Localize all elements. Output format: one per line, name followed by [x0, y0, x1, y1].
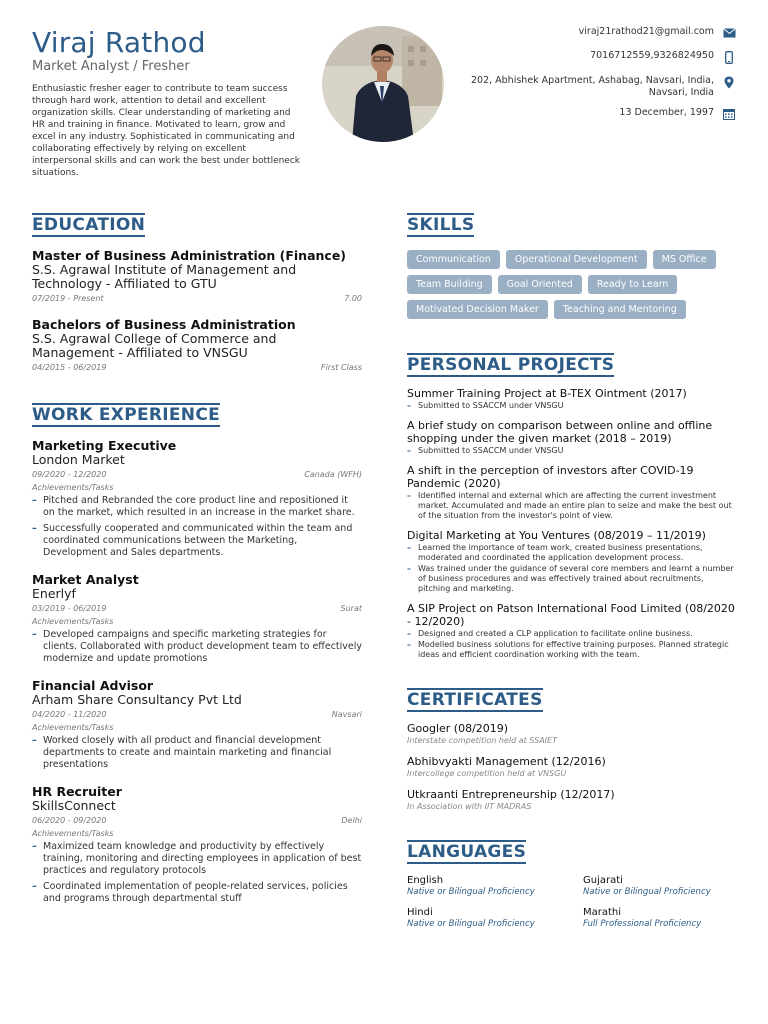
certificate-entry — [407, 755, 737, 779]
education-entry — [32, 248, 362, 304]
contact-block — [436, 26, 736, 121]
skill-tag: Operational Development — [506, 250, 647, 269]
project-title: A SIP Project on Patson International Food Limited (08/2020 - 12/2020) — [407, 602, 735, 628]
profile-photo — [322, 26, 444, 142]
job-role: Market Analyst — [32, 572, 139, 587]
job-entry — [32, 678, 362, 771]
language-level: Full Professional Proficiency — [583, 919, 702, 929]
list-item: – Pitched and Rebranded the core product line and repositioned it on the market, which resulted in an increase in the market share. — [32, 495, 362, 519]
job-location: Canada (WFH) — [304, 470, 362, 479]
location-pin-icon — [722, 75, 736, 89]
job-location: Surat — [340, 604, 362, 613]
certificate-title: Utkraanti Entrepreneurship (12/2017) — [407, 788, 615, 801]
calendar-icon — [722, 107, 736, 121]
language-level: Native or Bilingual Proficiency — [583, 887, 711, 897]
language-name: Marathi — [583, 907, 622, 918]
company-name: SkillsConnect — [32, 798, 116, 813]
school-name: S.S. Agrawal College of Commerce and Management - Affiliated to VNSGU — [32, 331, 277, 360]
project-entry — [407, 387, 737, 411]
language-name: Gujarati — [583, 875, 623, 886]
company-name: Arham Share Consultancy Pvt Ltd — [32, 692, 242, 707]
list-item: – Coordinated implementation of people-related services, policies and programs through departmental stuff — [32, 881, 362, 905]
project-bullets — [407, 543, 737, 594]
candidate-role: Market Analyst / Fresher — [32, 59, 190, 74]
job-meta — [32, 603, 362, 614]
candidate-name: Viraj Rathod — [32, 26, 206, 59]
job-role: Financial Advisor — [32, 678, 154, 693]
certificates-heading: CERTIFICATES — [407, 690, 543, 710]
job-meta — [32, 709, 362, 720]
job-location: Navsari — [331, 710, 362, 719]
project-title: A brief study on comparison between online and offline shopping under the given market (2018 – 2019) — [407, 419, 713, 445]
language-level: Native or Bilingual Proficiency — [407, 887, 535, 897]
language-item — [583, 907, 743, 930]
certificate-title: Abhibvyakti Management (12/2016) — [407, 755, 606, 768]
skills-heading: SKILLS — [407, 215, 475, 235]
skill-tag: Team Building — [407, 275, 492, 294]
job-role: Marketing Executive — [32, 438, 177, 453]
project-entry — [407, 464, 737, 521]
list-item: – Worked closely with all product and financial development departments to create and maintain marketing and financial presentations — [32, 735, 362, 771]
language-item — [583, 875, 743, 898]
address — [471, 75, 714, 99]
tasks-label: Achievements/Tasks — [32, 617, 114, 626]
job-bullets — [32, 495, 362, 559]
school-name: S.S. Agrawal Institute of Management and Technology - Affiliated to GTU — [32, 262, 297, 291]
certificate-title: Googler (08/2019) — [407, 722, 509, 735]
education-meta — [32, 362, 362, 373]
language-item — [407, 907, 583, 930]
list-item: – Successfully cooperated and communicated within the team and coordinated communications between the Marketing, Development and Sales departments. — [32, 523, 362, 559]
tasks-label: Achievements/Tasks — [32, 829, 114, 838]
education-grade: 7.00 — [344, 294, 362, 303]
job-location: Delhi — [341, 816, 362, 825]
job-dates: 03/2019 - 06/2019 — [32, 604, 107, 613]
list-item: – Submitted to SSACCM under VNSGU — [407, 446, 737, 456]
skill-tag: MS Office — [653, 250, 716, 269]
skills-list — [407, 250, 737, 319]
phone-number: 7016712559,9326824950 — [590, 50, 714, 61]
language-level: Native or Bilingual Proficiency — [407, 919, 535, 929]
project-bullets — [407, 629, 737, 660]
project-entry — [407, 529, 737, 594]
job-entry — [32, 438, 362, 559]
skill-tag: Ready to Learn — [588, 275, 678, 294]
skill-tag: Goal Oriented — [498, 275, 582, 294]
work-experience-heading: WORK EXPERIENCE — [32, 405, 221, 425]
phone-icon — [722, 50, 736, 64]
email-link[interactable]: viraj21rathod21@gmail.com — [578, 26, 714, 37]
left-column — [32, 213, 362, 905]
date-of-birth: 13 December, 1997 — [619, 107, 714, 118]
list-item: – Designed and created a CLP application to facilitate online business. — [407, 629, 737, 639]
languages-list — [407, 875, 737, 930]
skill-tag: Motivated Decision Maker — [407, 300, 548, 319]
list-item: – Identified internal and external which are affecting the current investment market. Accumulated and made an entire plan to seize and make the best out of the situation from the investor's point of view. — [407, 491, 737, 521]
list-item: – Submitted to SSACCM under VNSGU — [407, 401, 737, 411]
job-dates: 09/2020 - 12/2020 — [32, 470, 107, 479]
job-role: HR Recruiter — [32, 784, 122, 799]
certificate-note: Intercollege competition held at VNSGU — [407, 769, 567, 778]
certificate-note: Interstate competition held at SSAIET — [407, 736, 557, 745]
certificate-entry — [407, 722, 737, 746]
education-dates: 04/2015 - 06/2019 — [32, 363, 107, 372]
job-meta — [32, 469, 362, 480]
certificate-note: In Association with IIT MADRAS — [407, 802, 532, 811]
skill-tag: Teaching and Mentoring — [554, 300, 686, 319]
project-title: Summer Training Project at B-TEX Ointment (2017) — [407, 387, 687, 400]
education-meta — [32, 293, 362, 304]
degree-title: Master of Business Administration (Finance) — [32, 248, 347, 263]
degree-title: Bachelors of Business Administration — [32, 317, 296, 332]
project-entry — [407, 419, 737, 456]
project-bullets — [407, 491, 737, 521]
address-line-1: 202, Abhishek Apartment, Ashabag, Navsari, India, — [470, 75, 714, 86]
job-dates: 06/2020 - 09/2020 — [32, 816, 107, 825]
job-meta — [32, 815, 362, 826]
language-name: Hindi — [407, 907, 433, 918]
list-item: – Maximized team knowledge and productivity by effectively training, monitoring and directing employees in application of best practices and regulatory protocols — [32, 841, 362, 877]
job-bullets — [32, 735, 362, 771]
mail-icon — [722, 26, 736, 40]
education-grade: First Class — [320, 363, 362, 372]
project-title: A shift in the perception of investors after COVID-19 Pandemic (2020) — [407, 464, 694, 490]
address-line-2: Navsari, India — [648, 87, 714, 98]
job-entry — [32, 572, 362, 665]
list-item: – Was trained under the guidance of several core members and learnt a number of business procedures and was effectively trained about recruitments, pitching and marketing. — [407, 564, 737, 594]
certificate-entry — [407, 788, 737, 812]
list-item: – Developed campaigns and specific marketing strategies for clients. Collaborated with product development team to effectively modernize and update promotions — [32, 629, 362, 665]
profile-summary: Enthusiastic fresher eager to contribute to team success through hard work, attention to detail and excellent organization skills. Clear understanding of marketing and HR and training in finance. Motivated to learn, grow and excel in any industry. Sophisticated in communicating and collaborating effectively by relying on excellent interpersonal skills and can work the best under bottleneck situations. — [32, 84, 301, 178]
job-bullets — [32, 629, 362, 665]
education-heading: EDUCATION — [32, 215, 146, 235]
job-entry — [32, 784, 362, 905]
list-item: – Modelled business solutions for effective training purposes. Planned strategic ideas and efficient coordination working with the team. — [407, 640, 737, 660]
project-bullets — [407, 446, 737, 456]
list-item: – Learned the importance of team work, created business presentations, moderated and coordinated the application development process. — [407, 543, 737, 563]
right-column — [407, 213, 737, 930]
company-name: Enerlyf — [32, 586, 76, 601]
languages-heading: LANGUAGES — [407, 842, 527, 862]
job-dates: 04/2020 - 11/2020 — [32, 710, 107, 719]
job-bullets — [32, 841, 362, 905]
project-title: Digital Marketing at You Ventures (08/2019 – 11/2019) — [407, 529, 706, 542]
skill-tag: Communication — [407, 250, 500, 269]
education-entry — [32, 317, 362, 373]
project-bullets — [407, 401, 737, 411]
education-dates: 07/2019 - Present — [32, 294, 104, 303]
project-entry — [407, 602, 737, 660]
tasks-label: Achievements/Tasks — [32, 723, 114, 732]
company-name: London Market — [32, 452, 125, 467]
language-name: English — [407, 875, 444, 886]
tasks-label: Achievements/Tasks — [32, 483, 114, 492]
personal-projects-heading: PERSONAL PROJECTS — [407, 355, 615, 375]
language-item — [407, 875, 583, 898]
